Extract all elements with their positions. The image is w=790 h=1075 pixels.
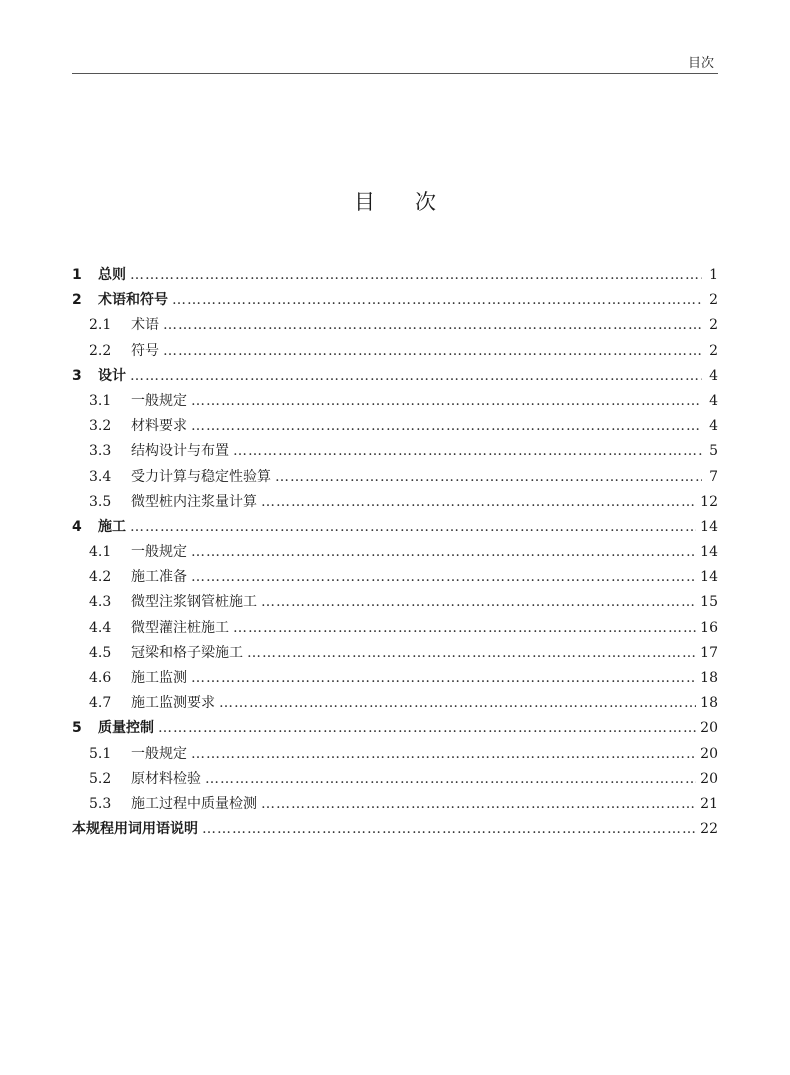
- toc-entry-page: 4: [709, 392, 718, 409]
- toc-entry[interactable]: [72, 541, 718, 566]
- toc-entry-page: 15: [700, 594, 718, 611]
- toc-dot-leader: [261, 594, 696, 610]
- toc-entry-label: [72, 591, 257, 611]
- toc-entry[interactable]: [72, 340, 718, 365]
- toc-dot-leader: [130, 267, 702, 283]
- toc-entry-title: 施工准备: [131, 569, 187, 586]
- toc-entry-title: 总则: [98, 267, 126, 283]
- toc-entry-page: 4: [709, 367, 718, 384]
- toc-entry-label: [72, 440, 229, 460]
- toc-entry-page: 18: [700, 670, 718, 686]
- toc-entry[interactable]: [72, 617, 718, 642]
- toc-entry-page: 16: [700, 619, 718, 636]
- toc-entry-page: 14: [700, 518, 718, 535]
- toc-entry[interactable]: [72, 642, 718, 667]
- toc-entry[interactable]: [72, 516, 718, 541]
- toc-entry-title: 受力计算与稳定性验算: [131, 468, 271, 485]
- running-header: 目次: [687, 56, 714, 71]
- toc-entry-title: 微型灌注桩施工: [131, 619, 229, 636]
- toc-entry-page: 14: [700, 544, 718, 561]
- toc-dot-leader: [261, 494, 696, 510]
- toc-entry[interactable]: [72, 314, 718, 339]
- toc-entry-title: 材料要求: [131, 418, 187, 435]
- toc-dot-leader: [191, 544, 696, 560]
- toc-entry-label: [72, 390, 187, 410]
- toc-entry-page: 5: [709, 443, 718, 460]
- toc-entry-label: [72, 768, 201, 788]
- toc-entry-page: 1: [709, 267, 718, 283]
- toc-entry-label: [72, 793, 257, 813]
- toc-entry-title: 原材料检验: [131, 770, 201, 787]
- toc-entry-number: 5: [72, 720, 82, 737]
- toc-entry-number: 5.2: [89, 770, 112, 787]
- toc-entry-title: 微型注浆钢管桩施工: [131, 594, 257, 611]
- toc-entry-title: 术语: [131, 317, 159, 334]
- toc-entry-title: 施工过程中质量检测: [131, 795, 257, 812]
- toc-entry-title: 符号: [131, 342, 159, 359]
- toc-entry[interactable]: [72, 491, 718, 516]
- toc-entry-number: 4.6: [89, 670, 112, 686]
- toc-entry-number: 3.2: [89, 418, 112, 435]
- toc-dot-leader: [130, 368, 702, 384]
- toc-entry[interactable]: [72, 440, 718, 465]
- toc-entry-label: [72, 743, 187, 763]
- toc-dot-leader: [172, 292, 702, 308]
- toc-entry-page: 7: [709, 468, 718, 485]
- toc-dot-leader: [247, 645, 696, 661]
- toc-entry-number: 4.2: [89, 569, 112, 586]
- toc-entry-number: 2.1: [89, 317, 112, 334]
- toc-dot-leader: [191, 569, 696, 585]
- toc-entry[interactable]: [72, 768, 718, 793]
- toc-entry-label: [72, 289, 168, 309]
- toc-entry-number: 2: [72, 292, 82, 309]
- toc-dot-leader: [233, 620, 696, 636]
- toc-entry-number: 5.1: [89, 745, 112, 762]
- toc-entry-label: [72, 491, 257, 511]
- toc-entry-page: 12: [700, 493, 718, 510]
- toc-entry-page: 14: [700, 569, 718, 586]
- toc-entry-label: [72, 516, 126, 536]
- toc-entry[interactable]: [72, 566, 718, 591]
- toc-entry[interactable]: [72, 818, 718, 843]
- toc-entry-number: 4.5: [89, 644, 112, 661]
- toc-entry-page: 2: [709, 317, 718, 334]
- toc-entry-title: 一般规定: [131, 544, 187, 561]
- toc-dot-leader: [261, 796, 696, 812]
- toc-entry-number: 4.3: [89, 594, 112, 611]
- toc-entry[interactable]: [72, 390, 718, 415]
- toc-entry[interactable]: [72, 717, 718, 742]
- toc-dot-leader: [233, 443, 702, 459]
- toc-entry[interactable]: [72, 692, 718, 717]
- toc-entry[interactable]: [72, 591, 718, 616]
- toc-entry-label: [72, 717, 154, 737]
- toc-entry-page: 20: [700, 745, 718, 762]
- page-title: 目次: [354, 190, 476, 214]
- toc-dot-leader: [163, 317, 702, 333]
- toc-entry-title: 本规程用词用语说明: [72, 821, 198, 838]
- toc-entry-label: [72, 818, 198, 838]
- toc-dot-leader: [191, 393, 702, 409]
- toc-entry-title: 质量控制: [98, 720, 154, 737]
- toc-entry-page: 2: [709, 342, 718, 359]
- toc-entry-title: 一般规定: [131, 392, 187, 409]
- toc-dot-leader: [191, 670, 696, 686]
- toc-dot-leader: [130, 519, 696, 535]
- toc-entry-label: [72, 466, 271, 486]
- toc-entry-number: 3.5: [89, 493, 112, 510]
- toc-dot-leader: [158, 720, 696, 736]
- toc-entry-page: 20: [700, 770, 718, 787]
- header-rule: [72, 73, 718, 74]
- toc-dot-leader: [202, 821, 696, 837]
- toc-entry-number: 3.3: [89, 443, 112, 460]
- toc-dot-leader: [191, 418, 702, 434]
- toc-entry-page: 22: [700, 821, 718, 838]
- toc-entry-title: 冠梁和格子梁施工: [131, 644, 243, 661]
- toc-entry-label: [72, 264, 126, 284]
- toc-entry-label: [72, 541, 187, 561]
- toc-entry-title: 微型桩内注浆量计算: [131, 493, 257, 510]
- toc-entry-page: 17: [700, 644, 718, 661]
- toc-entry-label: [72, 667, 187, 687]
- toc-entry-label: [72, 566, 187, 586]
- toc-entry-title: 施工: [98, 518, 126, 535]
- toc-entry[interactable]: [72, 466, 718, 491]
- toc-entry-number: 1: [72, 267, 82, 283]
- toc-entry-title: 一般规定: [131, 745, 187, 762]
- toc-entry-number: 4.1: [89, 544, 112, 561]
- toc-entry[interactable]: [72, 415, 718, 440]
- toc-entry-label: [72, 617, 229, 637]
- toc-entry-title: 结构设计与布置: [131, 443, 229, 460]
- toc-entry-page: 2: [709, 292, 718, 309]
- toc-dot-leader: [219, 695, 696, 711]
- toc-entry-title: 术语和符号: [98, 292, 168, 309]
- toc-entry-title: 施工监测要求: [131, 695, 215, 712]
- toc-entry[interactable]: [72, 793, 718, 818]
- toc-entry-number: 4.4: [89, 619, 112, 636]
- toc-entry-page: 4: [709, 418, 718, 435]
- toc-entry-page: 18: [700, 695, 718, 712]
- toc-entry[interactable]: [72, 743, 718, 768]
- toc-entry-number: 3: [72, 367, 82, 384]
- toc-entry[interactable]: [72, 289, 718, 314]
- toc-entry-page: 21: [700, 795, 718, 812]
- toc-entry-number: 3.1: [89, 392, 112, 409]
- toc-entry[interactable]: [72, 667, 718, 692]
- toc-dot-leader: [163, 343, 702, 359]
- toc-entry[interactable]: [72, 264, 718, 289]
- toc-entry-label: [72, 642, 243, 662]
- table-of-contents: [72, 264, 718, 843]
- toc-entry-number: 4: [72, 518, 82, 535]
- toc-entry-label: [72, 365, 126, 385]
- toc-entry-page: 20: [700, 720, 718, 737]
- toc-dot-leader: [205, 771, 696, 787]
- toc-entry[interactable]: [72, 365, 718, 390]
- toc-entry-label: [72, 692, 215, 712]
- toc-entry-title: 施工监测: [131, 670, 187, 686]
- toc-dot-leader: [275, 469, 702, 485]
- toc-entry-number: 2.2: [89, 342, 112, 359]
- toc-entry-title: 设计: [98, 367, 126, 384]
- toc-entry-number: 3.4: [89, 468, 112, 485]
- toc-entry-label: [72, 314, 159, 334]
- toc-dot-leader: [191, 746, 696, 762]
- toc-entry-number: 4.7: [89, 695, 112, 712]
- toc-entry-number: 5.3: [89, 795, 112, 812]
- toc-entry-label: [72, 415, 187, 435]
- toc-entry-label: [72, 340, 159, 360]
